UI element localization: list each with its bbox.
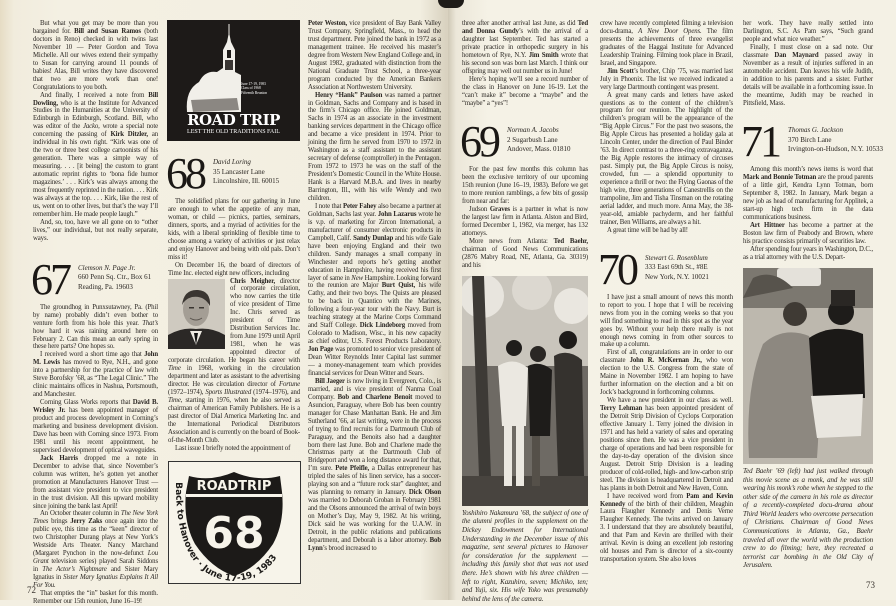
text-run: vice president of Bay Bank Valley Trust Company, Springfield, Mass., to head the trust department. Pete joined the bank in 1972 as a management trainee. He received his master’s degree from Western New England College and, in August 1982, graduated with distinction from the National Graduate Trust School, a three-year program conducted by the American Bankers Association at Northwestern University. [308, 20, 441, 91]
family-photo-image [462, 276, 588, 506]
text-run: Corning Glass Works reports that [40, 399, 133, 407]
text-run: in 1968, working in the circulation department and later as assistant to the advertising director. He was circulation director of [168, 365, 300, 388]
paragraph [33, 590, 158, 606]
column-67-body [33, 304, 158, 606]
italic-title: The New York Times [33, 510, 158, 526]
class-year: 69 [460, 117, 498, 167]
text-run: moved to Asuncion, Paraguay, where Bob has been country manager for Chase Manhattan Bank. He and Jim Sutherland ’66, at last writing, were in the process of trying to find recruits for a Dartmouth Club of Paraguay, and the Benoits also had a daughter born there last June. Bob and Charlene made the Christmas party at the Dartmouth Club of Bridgeport and won a long distance award for that, I’m sure. [308, 393, 441, 473]
baehr-photo-caption: Ted Baehr ’69 (left) had just walked through this movie scene as a monk, and he was still wearing his monk’s robe when he stepped to the other side of the camera in his role as director of a recently-completed docu-drama about Third World leaders who overcome persecution of Christians. Chairman of Good News Communications in Atlanta, Ga., Baehr traveled all over the world with the production crew to do filming; here, they recreated a terrorist car bombing in the Old City of Jerusalem. [743, 466, 873, 570]
text-run: television series) played Sarah Siddons in [33, 558, 158, 574]
text-run: Judson [469, 206, 490, 214]
paragraph [743, 222, 873, 246]
italic-title: Lou Grant [33, 550, 158, 566]
column-68-continued [308, 20, 441, 553]
paragraph [168, 262, 300, 278]
address-line: New York, N.Y. 10021 [645, 272, 709, 281]
column-70-end [743, 20, 873, 107]
italic-title: Fortune [278, 380, 300, 388]
paragraph [33, 510, 158, 590]
page-number-left: 72 [27, 585, 36, 595]
interstate-shield-graphic [169, 462, 300, 583]
paragraph [462, 20, 588, 76]
text-run: crew have recently completed filming a television docu-drama, [600, 20, 733, 35]
person-name: Bob and Charlene Benoit [337, 393, 413, 401]
person-name: Dan Maynard [774, 51, 819, 59]
column-69-body [462, 166, 588, 269]
text-run: First of all, congratulations are in order to our classmate [600, 349, 733, 365]
class-year: 71 [741, 117, 779, 167]
film-scene-image [743, 268, 873, 464]
person-name: Bill Jaeger [315, 377, 345, 385]
right-column-2 [600, 20, 733, 564]
text-run: wrote he is v.p. of marketing for Zircon International, a manufacturer of consumer electronic products in Campbell, Calif. [308, 210, 441, 242]
text-run: was named a partner in Goldman, Sachs and Company and is based in the firm’s Chicago office. He joined Goldman, Sachs in 1974 as an associate in the investment banking services department in the Chicago office and became a vice president in 1974. Prior to joining the firm he served from 1970 to 1972 in Washington as a staff assistant to the assistant secretary of defense (comptroller) in the Pentagon. From 1972 to 1973 he was on the staff of the President’s Domestic Council in the White House. Hank is a Harvard M.B.A. and lives in nearby Barrington, Ill., with his wife Wendy and two children. [308, 91, 441, 202]
text-run: are the proud parents of a little girl, Kendra Lynn Totman, born September 8, 1982. In January, Mark began a new job as head of manufacturing for Applitek, a start-up high tech firm in the data communications business. [743, 174, 873, 222]
text-run: moved from Colorado to Madison, Wisc., in his new capacity as chief editor, U.S. Forest Products Laboratory. [308, 322, 441, 346]
text-run: ’s brood increased to [322, 544, 377, 552]
person-name: Ted Baehr, [553, 238, 588, 246]
paragraph [600, 68, 733, 92]
roadtrip-68-sign [168, 461, 301, 584]
person-name: Terry Lehman [600, 405, 643, 413]
paragraph [743, 20, 873, 44]
left-column-3 [308, 20, 441, 553]
portrait-image [168, 279, 225, 349]
ad-reunion-details [241, 82, 281, 95]
paragraph [33, 399, 158, 455]
column-68-end [462, 20, 588, 107]
address-line: Irvington-on-Hudson, N.Y. 10533 [788, 145, 883, 154]
binding-gutter [438, 0, 464, 8]
sign-title: ROADTRIP [196, 478, 272, 494]
class-header-71 [741, 117, 883, 167]
paragraph [33, 304, 158, 352]
paragraph [33, 92, 158, 219]
text-run: That empties the “in” basket for this month. Remember our 15th reunion, June 16–19! [33, 590, 158, 605]
secretary-name: David Loring [213, 158, 251, 166]
class-year: 68 [166, 149, 204, 198]
road-trip-reunion-ad [167, 20, 300, 141]
text-run: A great many cards and letters have asked questions as to the content of the children’s program for our reunion. The highlight of the children’s program will be the appearance of the “Big Apple Circus.” For the past two seasons, the Big Apple Circus has presented a holiday gala at Lincoln Center, under the direction of Paul Binder ’63. In direct contrast to a three-ring extravaganza, the Big Apple restores the intimacy of circuses past. Simply put, the Big Apple Circus is noisy, crowded, fun — a splendid opportunity to experience a thrill or two: the Flying Gaonas of the high wire, three generations of Canestrellis on the trampoline, Jim and Tisha Tinsman on the rotating aerial ladder, and much more. Anna May, the 38-year-old, amiable pachyderm, and her faithful trainer, Ben Williams, are always a hit. [600, 91, 733, 226]
person-name: Graves [489, 206, 510, 214]
left-column-1 [33, 20, 158, 606]
secretary-name: Stewart G. Rosenblum [645, 253, 708, 262]
person-name: Mark and Bonnie Totman [743, 174, 817, 182]
text-run: Finally, I must close on a sad note. Our classmate [743, 43, 873, 59]
person-name: Kirk Ditzler, [110, 131, 148, 139]
text-run: ’s with the arrival of a daughter last September. Ted has started a private practice in orthopedic surgery in his hometown of Rye, N.Y. [462, 27, 588, 59]
person-name: Art Hittner [750, 222, 785, 230]
italic-title: Jacko, [82, 123, 100, 131]
text-run: I note that [315, 202, 343, 210]
paragraph [33, 455, 158, 511]
paragraph [600, 227, 733, 235]
sign-arc-label: Back to Hanover · June 17-19, 1983 [172, 481, 280, 583]
text-run: The groundhog in Punxsutawney, Pa. (Phil by name) probably didn’t even bother to venture forth from his hole this year. [33, 303, 158, 327]
nakamura-family-photo [462, 276, 588, 506]
paragraph [743, 44, 873, 108]
column-68-meigher [168, 278, 300, 453]
text-run: I have just a small amount of news this month to report to you. I hope that I will be receiving news from you in the coming weeks so that you will find something to read in this spot as the year goes by. Without your help there really is not enough news coming in from other sources to make up a column. [600, 293, 733, 349]
right-column-1 [462, 20, 588, 603]
paragraph [743, 166, 873, 222]
text-run: also became a partner at Goldman, Sachs last year. [308, 202, 442, 218]
paragraph [308, 203, 441, 378]
italic-title: New [351, 274, 364, 282]
person-name: Jim Scott [607, 67, 634, 75]
person-name: Bill Dowling, [33, 91, 158, 107]
text-run: wrote that his second son was born last March. I think our offspring may well out number us in June! [462, 51, 588, 75]
class-header-70 [598, 244, 733, 294]
paragraph [600, 92, 733, 227]
person-name: Burt Quist, [381, 282, 416, 290]
person-name: David B. Wrisley Jr. [33, 399, 158, 415]
ad-title: ROAD TRIP [187, 111, 280, 129]
paragraph [168, 445, 300, 453]
column-67-intro [33, 20, 158, 243]
class-secretary-address [213, 155, 279, 187]
italic-title: Sports Illustrated [205, 388, 252, 396]
person-name: Ted and Donna Gundy [462, 20, 588, 35]
paragraph [743, 246, 873, 262]
person-name: John M. Lewis [33, 351, 158, 367]
person-name: John Lazarus [377, 210, 417, 218]
italic-title: A New Door Opens. [638, 27, 702, 35]
paragraph [600, 349, 733, 397]
ad-reunion: Fifteenth Reunion [241, 90, 268, 95]
text-run: an individual in his own right. “Kirk was one of the two or three best college cartoonists of his generation. There was a simple way of measuring. . . . [it being] the custom to grant automatic reprint rights to ‘bona fide humor magazines.’ . . . Kirk’s was always among the most frequently reprinted in the nation. . . . Kirk was always at the top. . . . Kirk, like the rest of us, went on to other lives, but that’s the way I’ll remember him. He made people laugh.” [33, 131, 158, 218]
text-run: was promoted to senior vice president of Dean Witter Reynolds Inter Capital last summer — a money-management team which provides financial services for Dean Witter and Sears. [308, 346, 441, 377]
class-header-68 [166, 149, 300, 198]
paragraph [462, 238, 588, 270]
text-run: (both doctors in Reno) checked in with twins last November 10 — Peter Gordon and Tova Michelle. All our wives extend their sympathy to Susan for carrying around 11 pounds of babies! Alas, Bill writes they have discovered that two are more work than one! Congratulations to you both. [33, 27, 158, 91]
class-year: 67 [31, 254, 69, 304]
paragraph [308, 92, 441, 203]
text-run: who is at the Institute for Advanced Studies in the Humanities at the University of Edinburgh in Edinburgh, Scotland. Bill, who was editor of the [33, 99, 158, 131]
class-secretary-address [78, 261, 151, 293]
text-run: who won election to the U.S. Congress from the state of Maine in November 1982. I am hoping to have further information on the election and a bit on Jock’s background in forthcoming columns. [600, 357, 733, 397]
person-name: Bob Lynn [308, 536, 441, 552]
address-line: Lincolnshire, Ill. 60015 [213, 177, 280, 185]
address-line: 370 Birch Lane [788, 135, 832, 144]
class-header-69 [460, 117, 588, 167]
text-run: Among this month’s news items is word that [750, 166, 873, 174]
italic-title: Time [168, 365, 181, 373]
text-run: And finally, I received a note from [40, 91, 149, 99]
ad-class: Class of 1968 [241, 86, 261, 91]
text-run: and Sister Mary Ignatius in [33, 566, 158, 582]
text-run: and his wife Gale have been enjoying England and their two children. Sandy manages a small company in Winchester and reports he’s getting another education in Hampshire, having received his first layer of same in [308, 234, 441, 282]
class-header-67 [31, 254, 158, 304]
text-run: has been appointed president of the Detroit Strip Division of Cyclops Corporation effective January 1. Terry joined the division in 1971 and has held a variety of sales and operating positions since then. He was a vice president in charge of operations and had been responsible for the day-to-day operation of the division since August. Detroit Strip Division is a leading producer of cold-rolled, high- and low-carbon strip steel. The division is headquartered in Detroit and has plants in both Detroit and New Haven, Conn. [600, 405, 733, 492]
text-run: (1974–1976), and [251, 388, 301, 396]
person-name: Jim Smith [528, 51, 559, 59]
left-column-2 [168, 141, 300, 584]
column-70-body [600, 294, 733, 564]
address-line: Andover, Mass. 01810 [507, 145, 571, 154]
paragraph [33, 20, 158, 92]
italic-title: The Actor’s Nightmare [42, 566, 107, 574]
person-name: Henry “Hank” Paulson [315, 91, 383, 99]
class-secretary-address [788, 123, 883, 155]
text-run: I received word a short time ago that [40, 351, 145, 359]
paragraph [600, 397, 733, 492]
text-run: her work. They have really settled into Darlington, S.C. As Pam says, “Such grand people and what nice weather.” [743, 20, 873, 43]
italic-title: That’s [142, 319, 158, 327]
right-column-3 [741, 20, 883, 570]
text-run: And, so, too, have we all gone on to “other lives,” our individual, but not really separate, ways. [33, 218, 158, 242]
column-71-body [743, 166, 873, 261]
paragraph [462, 206, 588, 238]
text-run: passed away in November as a result of injuries suffered in an automobile accident. Dan leaves his wife Judith, in addition to his parents and a sister. Further details will be available in a forthcoming issue. In the meantime, Judith may be reached in Pittsfield, Mass. [743, 51, 874, 107]
text-run: once again into the public eye, this time as the “keen” director of two Christopher Durang plays at New York’s Westside Arts Theater. Nancy Marchand (Margaret Pynchon in the now-defunct [33, 518, 158, 558]
text-run: I have received word from [607, 492, 687, 500]
paragraph [168, 198, 300, 262]
column-69-continued [600, 20, 733, 235]
chris-meigher-photo [168, 279, 225, 349]
class-year: 70 [598, 244, 636, 294]
text-run: is a partner in what is now the largest law firm in Atlanta. Alston and Bird, formed December 1, 1982, via merger, has 132 attorneys. [462, 206, 588, 238]
text-run: On December 16, the board of directors of Time Inc. elected eight new officers, including [168, 261, 300, 277]
text-run: his wife Cathy, and their two boys. The Quists are pleased to be back in Quantico with the Marines, following a four-year tour with the Navy. Burt is teaching strategy at the Marine Corps Command and Staff College. [308, 282, 441, 330]
column-68-intro [168, 198, 300, 278]
text-run: has become a partner at the Boston law firm of Peabody and Brown, where his practice consists primarily of securities law. [743, 222, 873, 246]
text-run: of the birth of their children, Meaghin Laura Flaugher Kennedy and Denis Verne Flaugher Kennedy. The twins arrived on January 3. I understand that they are absolutely beautiful, and that Pam and Kevin are thrilled with their arrival. Kevin is doing an excellent job restoring old houses and Pam is director of a six-county transportation system. She also loves [600, 500, 733, 564]
person-name: Peter Fahey [342, 202, 377, 210]
baehr-film-photo [743, 268, 873, 464]
person-name: Bill and Susan Ramos [74, 27, 141, 35]
secretary-name: Norman A. Jacobs [507, 126, 559, 135]
text-run: After spending four years in Washington, D.C., as a trial attorney with the U.S. Depart- [743, 246, 873, 261]
paragraph [308, 20, 441, 92]
text-run: An October theater column in [40, 510, 121, 518]
paragraph [600, 20, 733, 68]
text-run: Last issue I briefly noted the appointment of [175, 444, 291, 452]
text-run: has been appointed manager of product and process development in Corning’s marketing and business development division. Dave has been with Corning since 1973. From 1981 until his recent appointment, he supervised development of optical waveguides. [33, 407, 158, 454]
text-run: a Dallas entrepreneur has tripled the sales of his linen service, has a soccer-playing son and a “future rock star” daughter, and was planning to remarry in January. [308, 465, 441, 497]
person-name: Dick Olson [408, 489, 441, 497]
italic-title: Sister Mary Ignatius Explains It All For You. [33, 574, 158, 590]
person-name: Pam and Kevin Kennedy [600, 492, 733, 508]
text-run: A great time will be had by all! [607, 226, 688, 234]
address-line: 333 East 69th St., #8E [645, 263, 708, 272]
person-name: Pete Pfeifle, [335, 465, 370, 473]
paragraph [308, 378, 441, 553]
text-run: The film presents the achievements of three evangelist graduates of the Haggai Institute for Advanced Leadership Training. Filming took place in Brazil, Israel, and Singapore. [600, 27, 734, 67]
text-run: was married to Deborah Groban in February 1981 and the Olsons announced the arrival of twin boys on Mother’s Day, May 9, 1982. At his writing, Dick said he was working for the U.A.W. in Detroit, in the public relations and publications department, and Deborah is a labor attorney. [308, 497, 441, 544]
text-run: More news from Atlanta: [469, 238, 554, 246]
paragraph [462, 166, 588, 206]
text-run: chairman of Good News Communications (2876 Mabry Road, NE, Atlanta, Ga. 30319) and his [462, 246, 588, 269]
text-run: has moved to Rye, N.H., and gone into a partnership for the practice of law with Steve Borofsky ’68, as “The Legal Clinic.” The clinic maintains offices in Nashua, Portsmouth, and Manchester. [33, 359, 158, 399]
person-name: Dick Lindeborg [359, 322, 406, 330]
text-run: brings [48, 518, 71, 526]
text-run: Here’s hoping we’ll see a record number of the class in Hanover on June 16-19. Let the “can’t make it” become a “maybe” and the “maybe” a “yes”! [462, 75, 588, 107]
page-number-right: 73 [866, 580, 875, 590]
person-name: John R. McKernan Jr., [629, 357, 702, 365]
text-run: director of corporate circulation, who now carries the title of vice president of Time Inc. Chris served as president of Time Distribution Services Inc. from June 1979 until April 1981, when he was appointed director of corporate circulation. He began his career with [168, 277, 300, 365]
person-name: Jerry Zaks [70, 518, 103, 526]
text-run: dropped me a note in December to advise that, since November’s column was written, he’s gotten yet another promotion at Manufacturers Hanover Trust — from assistant vice president to vice president in the trust division. All this upward mobility since joining the bank last April! [33, 454, 158, 510]
text-run: But what you get may be more than you bargained for. [33, 20, 158, 35]
class-secretary-address [645, 251, 709, 283]
text-run: We have a new president in our class as well. [607, 397, 733, 405]
text-run: (1972–1974), [168, 388, 206, 396]
italic-title: Time, [168, 396, 183, 404]
person-name: Jack Harris [40, 454, 78, 462]
text-run: starting in 1976, when he also served as chairman of American Family Publishers. He is a past director of Dial America Marketing Inc. and the International Periodical Distributors Association and is currently on the board of Book-of-the-Month Club. [168, 396, 300, 444]
address-line: 35 Lancaster Lane [213, 167, 265, 176]
address-line: 660 Penn Sq. Ctr., Box 61 [78, 273, 152, 282]
text-run: how hard it was raining around here on February 2. Can this mean an early spring in these here parts? One hopes so. [33, 327, 158, 351]
class-secretary-address [507, 123, 571, 155]
person-name: Chris Meigher, [230, 277, 276, 285]
nakamura-photo-caption: Yoshihiro Nakamura ’68, the subject of one of the alumni profiles in the supplement on the Dickey Endowment for International Understanding in the December issue of this magazine, sent several pictures to Hanover for consideration for the supplement — including this family shot that was not used there. He’s shown with his three children — left to right, Kazuhiro, seven; Michiko, ten; and Yuji, six. His wife Yoko was presumably behind the lens of the camera. [462, 508, 588, 603]
text-run: is now living in Evergreen, Colo., is married, and is vice president of Nanma Coal Company. [308, 377, 442, 401]
paragraph [33, 351, 158, 399]
sign-number: 68 [203, 507, 265, 559]
person-name: Peter Weston, [308, 20, 348, 27]
text-run: The solidified plans for our gathering in June are enough to whet the appetite of any man, woman, or child — picnics, parties, seminars, dinners, sports, and a myriad of activities for the kids, with a liberal sprinkling of flexible time to choose among a variety of activities or just relax and enjoy Hanover and being with old pals. Don’t miss it! [168, 198, 300, 261]
text-run: Hampshire. Looking forward to the reunion are Major [308, 274, 441, 290]
ad-date: June 17-19, 1983 [241, 82, 266, 86]
text-run: ’s brother, Chip ’75, was married last July in Phoenix. The list we received indicated a very large Dartmouth contingent was present. [600, 67, 733, 91]
paragraph [600, 294, 733, 350]
address-line: 2 Sugarbush Lane [507, 135, 558, 144]
secretary-name: Clemson N. Page Jr. [78, 263, 136, 272]
text-run: three after another arrival last June, as did [462, 20, 578, 27]
address-line: Reading, Pa. 19603 [78, 282, 133, 291]
secretary-name: Thomas G. Jackson [788, 126, 844, 135]
text-run: wrote a special note concerning the passing of [33, 123, 159, 139]
ad-subtitle: LEST THE OLD TRADITIONS FAIL [187, 129, 280, 135]
text-run: For the past few months this column has been the exclusive territory of our upcoming 15th reunion (June 16–19, 1983). Before we get to more reunion ramblings, a few bits of gossip from near and far: [462, 166, 588, 206]
person-name: Jon Page [308, 346, 334, 354]
paragraph [462, 76, 588, 108]
paragraph [33, 219, 158, 243]
paragraph [600, 493, 733, 565]
person-name: Sandy Dunlap [353, 234, 394, 242]
